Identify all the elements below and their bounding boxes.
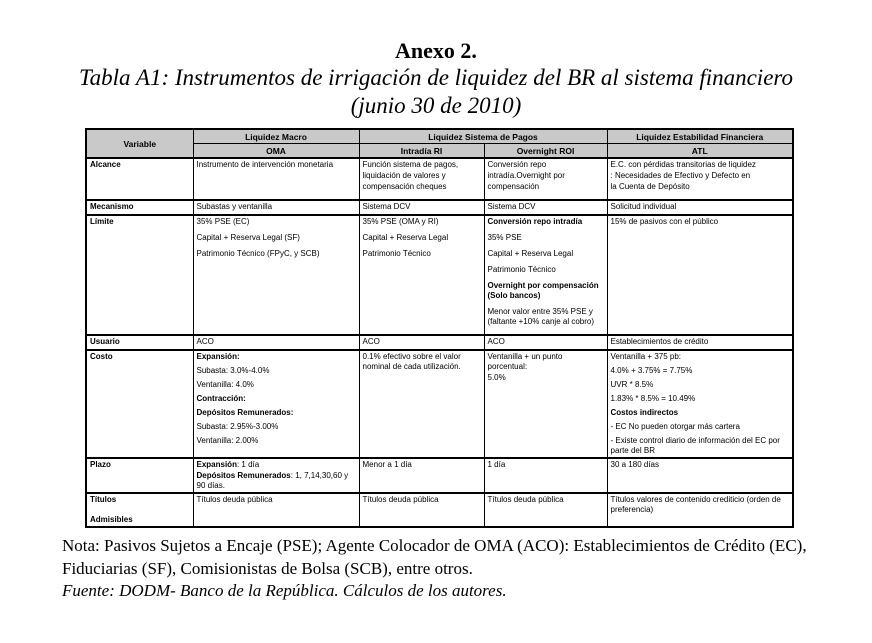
cell-paragraph [611, 436, 790, 456]
cell-paragraph [363, 495, 481, 505]
table-row [86, 200, 793, 215]
col-header-overnight-roi: Overnight ROI [484, 144, 607, 159]
group-header-sistema-pagos: Liquidez Sistema de Pagos [359, 129, 607, 144]
cell-text: ACO [487, 337, 505, 347]
cell-paragraph [611, 366, 790, 376]
cell-text: Conversión repo [487, 160, 547, 170]
cell-text: la Cuenta de Depósito [610, 182, 690, 192]
cell-paragraph [363, 171, 481, 181]
cell-paragraph [611, 380, 790, 390]
cell-paragraph [197, 202, 356, 212]
table-cell [359, 350, 484, 458]
table-cell [484, 200, 607, 215]
table-cell [484, 350, 607, 458]
table-row [86, 335, 793, 350]
cell-text: compensación [487, 182, 540, 192]
table-title-line2: (junio 30 de 2010) [350, 93, 522, 119]
cell-text: Patrimonio Técnico [362, 249, 431, 259]
variable-header-cell: Variable [86, 129, 193, 158]
table-cell [193, 200, 359, 215]
cell-text: Patrimonio Técnico [487, 265, 556, 275]
cell-paragraph [488, 307, 604, 327]
cell-paragraph [197, 249, 356, 259]
table-cell [359, 335, 484, 350]
cell-paragraph [611, 422, 790, 432]
cell-paragraph [611, 460, 790, 470]
row-label-text: Mecanismo [90, 202, 134, 212]
table-cell [359, 215, 484, 335]
row-label [86, 493, 193, 527]
cell-paragraph [488, 495, 604, 505]
col-header-intradia-ri: Intradía RI [359, 144, 484, 159]
row-label [86, 215, 193, 335]
cell-paragraph [197, 217, 356, 227]
cell-text: Capital + Reserva Legal [362, 233, 449, 243]
cell-paragraph [611, 160, 790, 170]
cell-paragraph [611, 394, 790, 404]
cell-paragraph [488, 281, 604, 301]
row-label [86, 350, 193, 458]
cell-paragraph [197, 352, 356, 362]
cell-text: 35% PSE (EC) [196, 217, 250, 227]
cell-text: Ventanilla + un punto porcentual: [487, 352, 563, 372]
table-notes [62, 535, 842, 602]
page-title: Anexo 2. [395, 38, 477, 63]
cell-text: Función sistema de pagos, [362, 160, 459, 170]
cell-paragraph [488, 352, 604, 372]
table-cell [484, 335, 607, 350]
table-cell [359, 493, 484, 527]
row-label-text: Plazo [90, 460, 111, 470]
cell-text: Solicitud individual [610, 202, 677, 212]
cell-paragraph [363, 249, 481, 259]
cell-text: 5.0% [487, 373, 506, 383]
cell-paragraph [488, 171, 604, 181]
table-header [86, 129, 793, 158]
cell-paragraph [197, 394, 356, 404]
table-row [86, 158, 793, 200]
cell-paragraph [611, 408, 790, 418]
cell-paragraph [363, 337, 481, 347]
cell-text: UVR * 8.5% [610, 380, 654, 390]
cell-text: Ventanilla: 4.0% [196, 380, 254, 390]
cell-paragraph [363, 182, 481, 192]
table-row [86, 215, 793, 335]
table-cell [484, 215, 607, 335]
cell-paragraph [363, 233, 481, 243]
row-label-text: Alcance [90, 160, 121, 170]
row-label [86, 158, 193, 200]
column-header-row [86, 144, 793, 159]
table-cell [607, 200, 793, 215]
cell-paragraph [488, 217, 604, 227]
cell-text: - EC No pueden otorgar más cartera [610, 422, 740, 432]
cell-text: E.C. con pérdidas transitorias de liquidez [610, 160, 756, 170]
cell-text: Subasta: 2.95%-3.00% [196, 422, 279, 432]
cell-text: 15% de pasivos con el público [610, 217, 719, 227]
cell-text: Expansión: [196, 352, 240, 362]
cell-text: - Existe control diario de información del EC por parte del BR [610, 436, 780, 456]
cell-text: Capital + Reserva Legal [487, 249, 574, 259]
cell-paragraph [197, 380, 356, 390]
cell-paragraph [488, 373, 604, 383]
cell-text: Menor a 1 día [362, 460, 412, 470]
cell-text: ACO [196, 337, 214, 347]
col-header-oma: OMA [193, 144, 359, 159]
cell-paragraph [611, 202, 790, 212]
cell-paragraph [488, 265, 604, 275]
cell-paragraph [488, 182, 604, 192]
cell-text: 1 día [487, 460, 506, 470]
cell-paragraph [488, 202, 604, 212]
cell-text: 35% PSE [487, 233, 522, 243]
cell-text: Establecimientos de crédito [610, 337, 709, 347]
table-row [86, 493, 793, 527]
table-title-line1: Tabla A1: Instrumentos de irrigación de liquidez del BR al sistema financiero [78, 65, 794, 91]
cell-text: Overnight por compensación (Solo bancos) [487, 281, 599, 301]
cell-text: Títulos deuda pública [487, 495, 564, 505]
cell-text: 35% PSE (OMA y RI) [362, 217, 439, 227]
row-label-text: Usuario [90, 337, 120, 347]
document-page [0, 38, 872, 643]
cell-text: ACO [362, 337, 380, 347]
cell-paragraph [488, 160, 604, 170]
note-line-2: Fiduciarias (SF), Comisionistas de Bolsa (SCB), entre otros. [62, 558, 473, 578]
table-body [86, 158, 793, 527]
group-header-row [86, 129, 793, 144]
cell-paragraph [611, 217, 790, 227]
table-cell [484, 493, 607, 527]
cell-paragraph [488, 233, 604, 243]
row-label [86, 335, 193, 350]
table-row [86, 458, 793, 493]
cell-paragraph [363, 160, 481, 170]
source-note: Fuente: DODM- Banco de la República. Cálculos de los autores. [62, 581, 507, 601]
cell-text: compensación cheques [362, 182, 447, 192]
table-cell [193, 158, 359, 200]
row-label [86, 200, 193, 215]
row-label [86, 458, 193, 493]
cell-text: intradía.Overnight por [487, 171, 565, 181]
table-row [86, 350, 793, 458]
cell-paragraph [197, 471, 356, 491]
cell-text: Subastas y ventanilla [196, 202, 273, 212]
row-label-text: Costo [90, 352, 113, 362]
cell-paragraph [197, 422, 356, 432]
cell-text: : 1 día [236, 460, 260, 470]
cell-text: Depósitos Remunerados [196, 471, 291, 481]
liquidity-instruments-table [85, 128, 794, 528]
table-cell [193, 458, 359, 493]
cell-paragraph [363, 460, 481, 470]
cell-text: : Necesidades de Efectivo y Defecto en [610, 171, 751, 181]
row-label-text: Admisibles [90, 515, 133, 525]
cell-text: Subasta: 3.0%-4.0% [196, 366, 270, 376]
cell-paragraph [611, 182, 790, 192]
cell-paragraph [197, 436, 356, 446]
cell-text: Títulos deuda pública [196, 495, 273, 505]
cell-text: 4.0% + 3.75% = 7.75% [610, 366, 693, 376]
cell-paragraph [363, 352, 481, 372]
cell-text: Expansión [196, 460, 237, 470]
note-line-1: Nota: Pasivos Sujetos a Encaje (PSE); Agente Colocador de OMA (ACO): Establecimientos de Crédito (EC), [62, 536, 807, 556]
row-label-text: Títulos [90, 495, 117, 505]
cell-paragraph [197, 337, 356, 347]
cell-paragraph [197, 233, 356, 243]
cell-text: Ventanilla + 375 pb: [610, 352, 682, 362]
cell-paragraph [197, 408, 356, 418]
group-header-estabilidad-financiera: Liquidez Estabilidad Financiera [607, 129, 793, 144]
cell-paragraph [488, 249, 604, 259]
table-cell [607, 493, 793, 527]
table-cell [484, 458, 607, 493]
table-cell [193, 350, 359, 458]
cell-text: Patrimonio Técnico (FPyC, y SCB) [196, 249, 320, 259]
cell-text: Depósitos Remunerados: [196, 408, 294, 418]
cell-text: 30 a 180 días [610, 460, 659, 470]
cell-paragraph [197, 366, 356, 376]
cell-paragraph [611, 352, 790, 362]
cell-text: Capital + Reserva Legal (SF) [196, 233, 300, 243]
cell-text: Costos indirectos [610, 408, 679, 418]
cell-paragraph [197, 460, 356, 470]
table-cell [607, 158, 793, 200]
col-header-atl: ATL [607, 144, 793, 159]
cell-paragraph [197, 160, 356, 170]
cell-paragraph [488, 460, 604, 470]
table-cell [607, 335, 793, 350]
table-cell [607, 458, 793, 493]
cell-text: 1.83% * 8.5% = 10.49% [610, 394, 696, 404]
table-cell [607, 350, 793, 458]
row-label-text: Límite [90, 217, 114, 227]
table-cell [484, 158, 607, 200]
cell-text: liquidación de valores y [362, 171, 446, 181]
table-cell [193, 493, 359, 527]
cell-text: : 1, 7,14,30,60 y 90 días. [196, 471, 349, 491]
cell-paragraph [363, 202, 481, 212]
table-cell [193, 335, 359, 350]
cell-text: Contracción: [196, 394, 246, 404]
cell-paragraph [488, 337, 604, 347]
table-cell [193, 215, 359, 335]
cell-text: 0.1% efectivo sobre el valor nominal de cada utilización. [362, 352, 461, 372]
cell-text: Instrumento de intervención monetaria [196, 160, 334, 170]
cell-text: Títulos valores de contenido crediticio (orden de preferencia) [610, 495, 781, 515]
table-cell [359, 158, 484, 200]
cell-text: Ventanilla: 2.00% [196, 436, 259, 446]
cell-text: Títulos deuda pública [362, 495, 439, 505]
cell-text: Sistema DCV [362, 202, 411, 212]
table-cell [607, 215, 793, 335]
cell-text: Menor valor entre 35% PSE y (faltante +10% canje al cobro) [487, 307, 595, 327]
cell-paragraph [611, 171, 790, 181]
cell-text: Sistema DCV [487, 202, 536, 212]
cell-paragraph [363, 217, 481, 227]
cell-text: Conversión repo intradía [487, 217, 583, 227]
cell-paragraph [611, 495, 790, 515]
group-header-liquidez-macro: Liquidez Macro [193, 129, 359, 144]
cell-paragraph [197, 495, 356, 505]
table-cell [359, 458, 484, 493]
table-cell [359, 200, 484, 215]
cell-paragraph [611, 337, 790, 347]
